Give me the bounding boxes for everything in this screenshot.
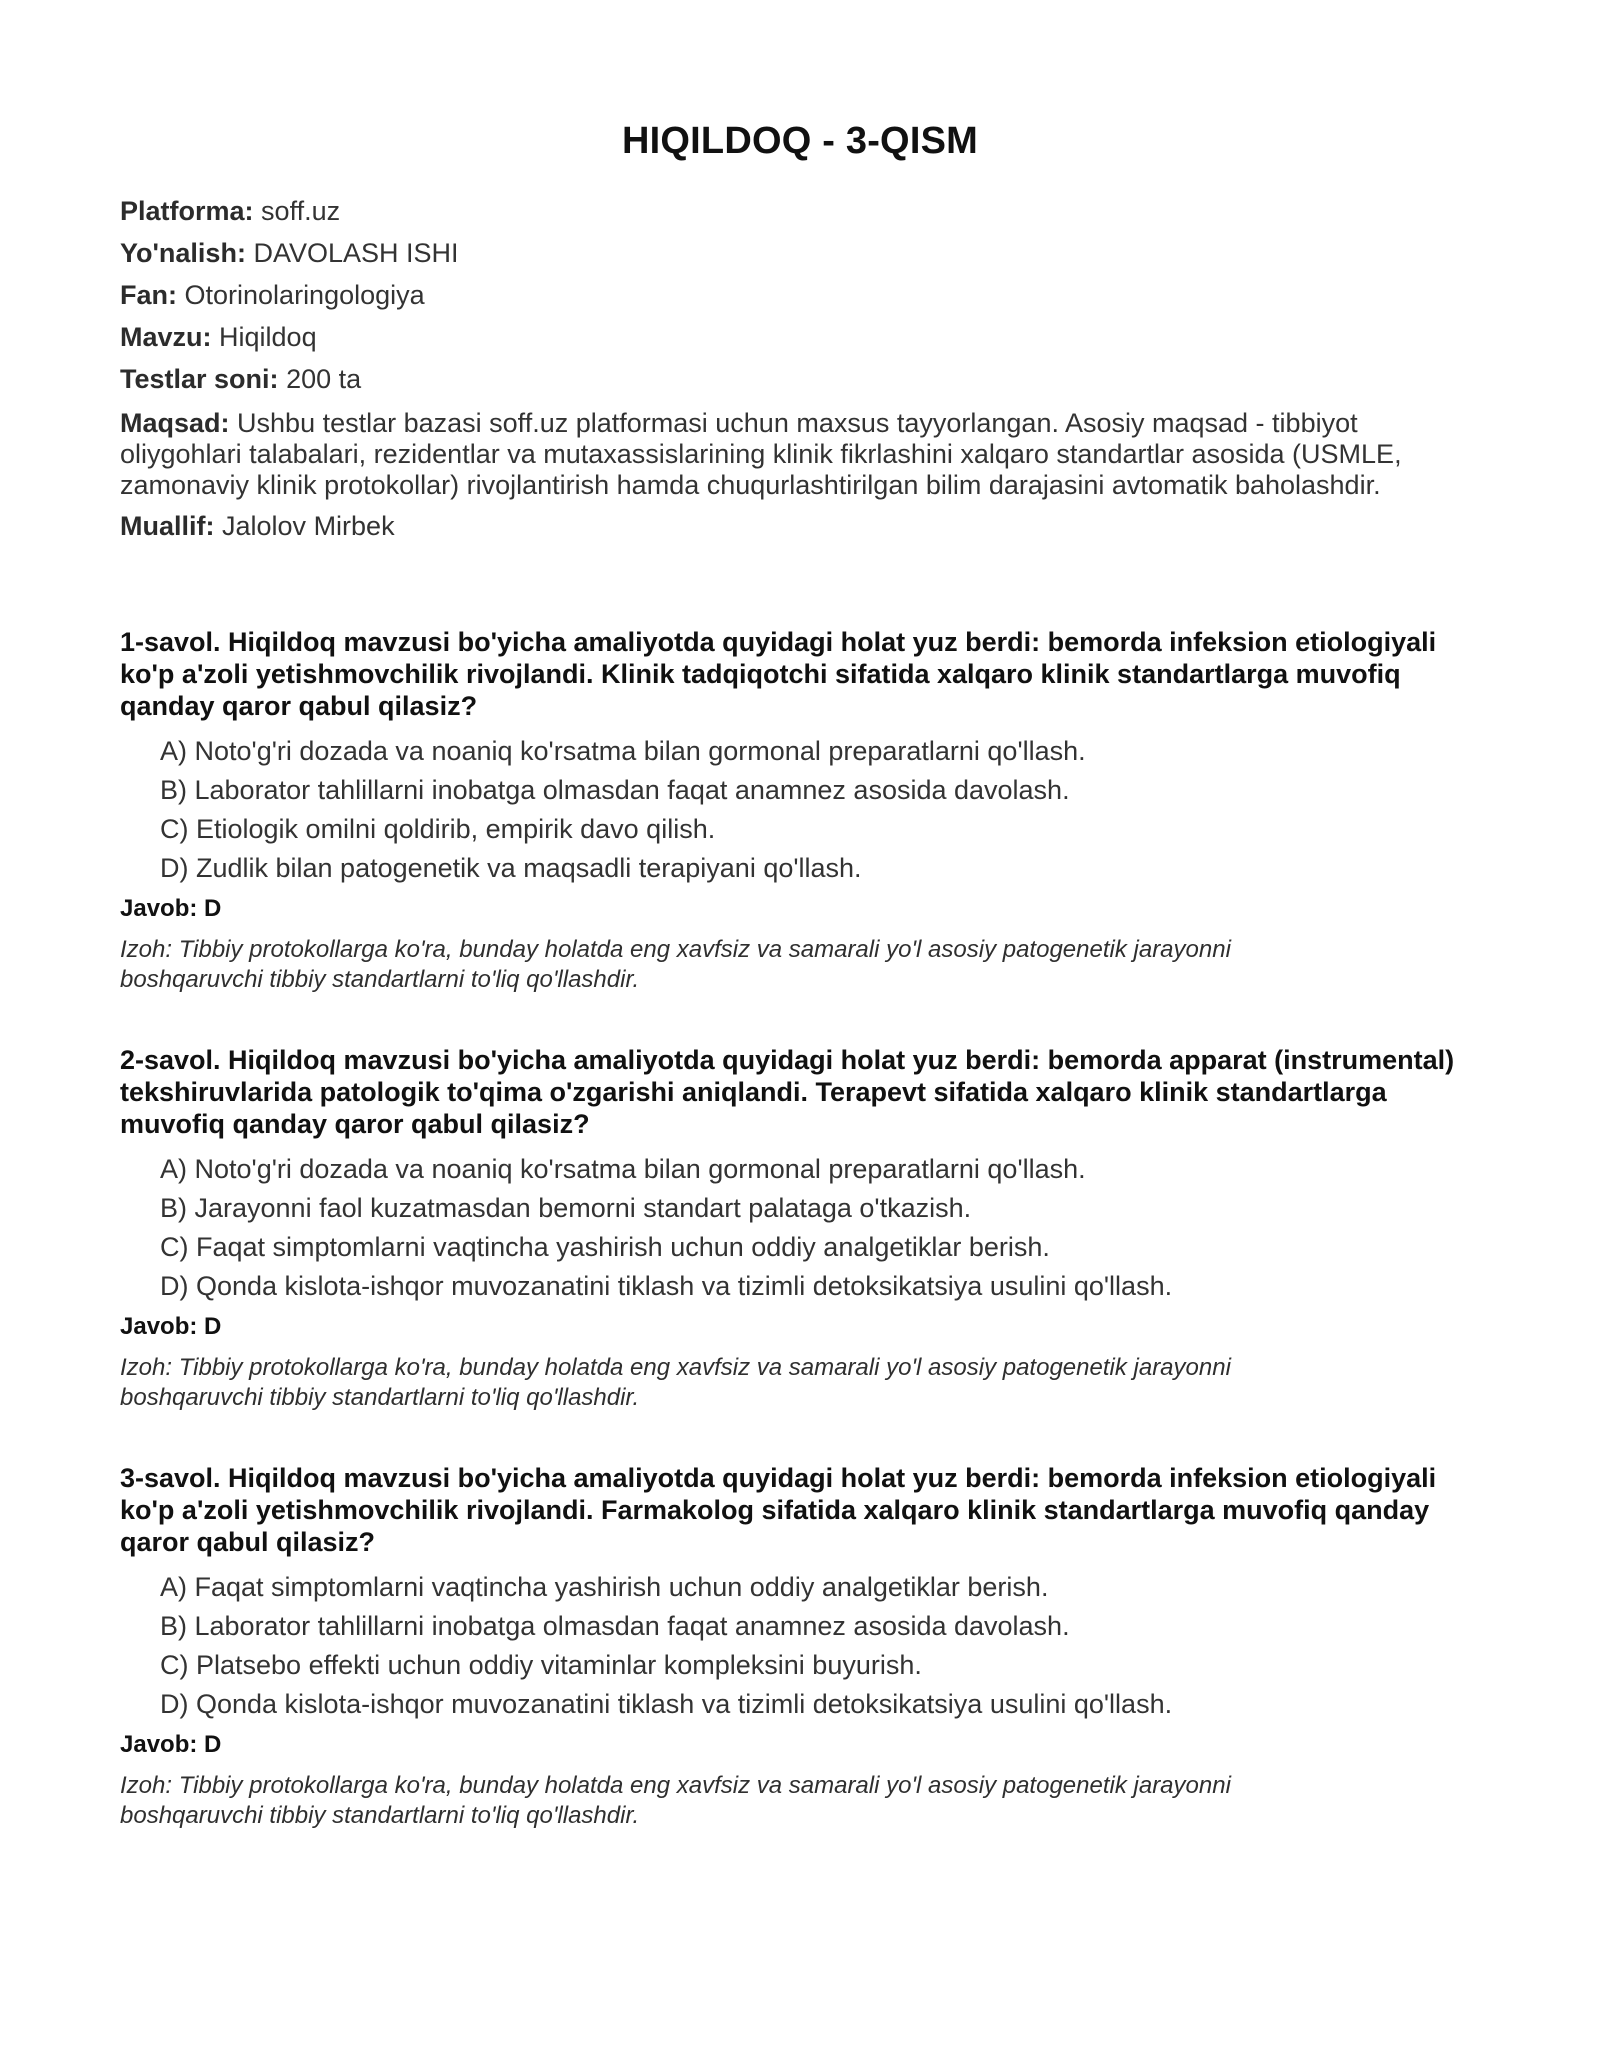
platform-label: Platforma: [120,196,254,226]
subject-label: Fan: [120,280,177,310]
option-a: A) Noto'g'ri dozada va noaniq ko'rsatma bilan gormonal preparatlarni qo'llash. [160,1154,1086,1184]
option-a: A) Noto'g'ri dozada va noaniq ko'rsatma bilan gormonal preparatlarni qo'llash. [160,736,1086,766]
option-d: D) Qonda kislota-ishqor muvozanatini tiklash va tizimli detoksikatsiya usulini qo'llash. [160,1271,1173,1301]
option-b: B) Laborator tahlillarni inobatga olmasdan faqat anamnez asosida davolash. [160,1611,1070,1641]
answer-key: Javob: D [120,1731,222,1758]
topic-value: Hiqildoq [219,322,317,352]
answer-options [120,1574,1480,1717]
answer-options [120,738,1480,881]
option-b: B) Jarayonni faol kuzatmasdan bemorni standart palataga o'tkazish. [160,1193,972,1223]
test-count-value: 200 ta [286,364,362,394]
option-c: C) Platsebo effekti uchun oddiy vitaminlar kompleksini buyurish. [160,1650,922,1680]
option-d: D) Zudlik bilan patogenetik va maqsadli terapiyani qo'llash. [160,853,862,883]
subject-value: Otorinolaringologiya [184,280,425,310]
author-value: Jalolov Mirbek [222,511,395,541]
purpose-value: Ushbu testlar bazasi soff.uz platformasi uchun maxsus tayyorlangan. Asosiy maqsad - tibbiyot oliygohlari talabalari, rezidentlar va mutaxassislarining klinik fikrlashini xalqaro standartlar asosida (USMLE, zamonaviy klinik protokollar) rivojlantirish hamda chuqurlashtirilgan bilim darajasini avtomatik baholashdir. [120,408,1402,500]
platform-line [120,198,1480,225]
direction-value: DAVOLASH ISHI [253,238,459,268]
question-1 [120,626,1480,995]
author-label: Muallif: [120,511,215,541]
platform-value: soff.uz [261,196,341,226]
answer-options [120,1156,1480,1299]
topic-label: Mavzu: [120,322,212,352]
test-count-line [120,366,1480,393]
purpose-line [120,408,1480,501]
answer-key: Javob: D [120,895,222,922]
option-a: A) Faqat simptomlarni vaqtincha yashirish uchun oddiy analgetiklar berish. [160,1572,1049,1602]
answer-key: Javob: D [120,1313,222,1340]
test-count-label: Testlar soni: [120,364,279,394]
document-title: HIQILDOQ - 3-QISM [622,120,978,162]
explanation: Izoh: Tibbiy protokollarga ko'ra, bunday holatda eng xavfsiz va samarali yo'l asosiy patogenetik jarayonni boshqaruvchi tibbiy standartlarni to'liq qo'llashdir. [120,936,1231,993]
question-2 [120,1044,1480,1413]
explanation: Izoh: Tibbiy protokollarga ko'ra, bunday holatda eng xavfsiz va samarali yo'l asosiy patogenetik jarayonni boshqaruvchi tibbiy standartlarni to'liq qo'llashdir. [120,1354,1231,1411]
document-metadata [120,198,1480,540]
subject-line [120,282,1480,309]
explanation: Izoh: Tibbiy protokollarga ko'ra, bunday holatda eng xavfsiz va samarali yo'l asosiy patogenetik jarayonni boshqaruvchi tibbiy standartlarni to'liq qo'llashdir. [120,1772,1231,1829]
option-d: D) Qonda kislota-ishqor muvozanatini tiklash va tizimli detoksikatsiya usulini qo'llash. [160,1689,1173,1719]
topic-line [120,324,1480,351]
question-3 [120,1462,1480,1831]
option-c: C) Etiologik omilni qoldirib, empirik davo qilish. [160,814,716,844]
question-text: 2-savol. Hiqildoq mavzusi bo'yicha amaliyotda quyidagi holat yuz berdi: bemorda apparat (instrumental) tekshiruvlarida patologik to'qima o'zgarishi aniqlandi. Terapevt sifatida xalqaro klinik standartlarga muvofiq qanday qaror qabul qilasiz? [120,1045,1455,1139]
question-text: 1-savol. Hiqildoq mavzusi bo'yicha amaliyotda quyidagi holat yuz berdi: bemorda infeksion etiologiyali ko'p a'zoli yetishmovchilik rivojlandi. Klinik tadqiqotchi sifatida xalqaro klinik standartlarga muvofiq qanday qaror qabul qilasiz? [120,627,1437,721]
direction-label: Yo'nalish: [120,238,246,268]
question-list [120,626,1480,1831]
purpose-label: Maqsad: [120,408,230,438]
option-b: B) Laborator tahlillarni inobatga olmasdan faqat anamnez asosida davolash. [160,775,1070,805]
author-line [120,513,1480,540]
direction-line [120,240,1480,267]
question-text: 3-savol. Hiqildoq mavzusi bo'yicha amaliyotda quyidagi holat yuz berdi: bemorda infeksion etiologiyali ko'p a'zoli yetishmovchilik rivojlandi. Farmakolog sifatida xalqaro klinik standartlarga muvofiq qanday qaror qabul qilasiz? [120,1463,1437,1557]
option-c: C) Faqat simptomlarni vaqtincha yashirish uchun oddiy analgetiklar berish. [160,1232,1050,1262]
